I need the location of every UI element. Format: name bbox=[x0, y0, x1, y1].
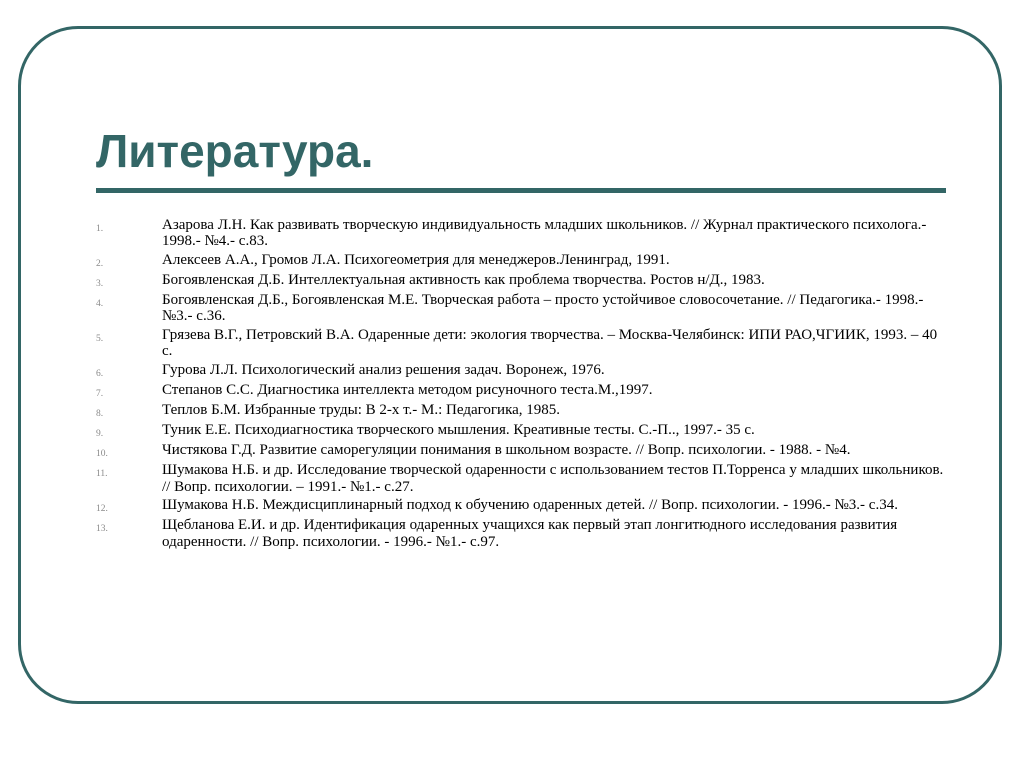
reference-number: 11. bbox=[96, 469, 108, 480]
reference-text: Богоявленская Д.Б., Богоявленская М.Е. Творческая работа – просто устойчивое словосочетание. // Педагогика.- 1998.- №3.- с.36. bbox=[162, 292, 924, 325]
reference-text: Алексеев А.А., Громов Л.А. Психогеометрия для менеджеров.Ленинград, 1991. bbox=[162, 252, 670, 269]
reference-item bbox=[96, 517, 946, 552]
reference-item bbox=[96, 402, 946, 422]
slide-title: Литература. bbox=[96, 125, 374, 177]
reference-number: 13. bbox=[96, 524, 108, 535]
reference-number: 12. bbox=[96, 504, 108, 515]
reference-item bbox=[96, 422, 946, 442]
reference-text: Чистякова Г.Д. Развитие саморегуляции понимания в школьном возрасте. // Вопр. психологии. - 1988. - №4. bbox=[162, 442, 851, 459]
reference-text: Богоявленская Д.Б. Интеллектуальная активность как проблема творчества. Ростов н/Д., 1983. bbox=[162, 272, 765, 289]
reference-item bbox=[96, 272, 946, 292]
reference-number: 9. bbox=[96, 429, 104, 440]
reference-text: Гурова Л.Л. Психологический анализ решения задач. Воронеж, 1976. bbox=[162, 362, 605, 379]
reference-item bbox=[96, 292, 946, 327]
reference-text: Щебланова Е.И. и др. Идентификация одаренных учащихся как первый этап лонгитюдного исследования развития одаренности. // Вопр. психологии. - 1996.- №1.- с.97. bbox=[162, 517, 898, 550]
reference-number: 5. bbox=[96, 334, 104, 345]
title-divider bbox=[96, 188, 946, 193]
reference-number: 1. bbox=[96, 224, 104, 234]
reference-text: Туник Е.Е. Психодиагностика творческого мышления. Креативные тесты. С.-П.., 1997.- 35 с. bbox=[162, 422, 755, 439]
reference-item bbox=[96, 462, 946, 497]
reference-number: 3. bbox=[96, 279, 104, 290]
reference-text: Азарова Л.Н. Как развивать творческую индивидуальность младших школьников. // Журнал практического психолога.- 1998.- №4.- с.83. bbox=[162, 217, 927, 250]
reference-item bbox=[96, 252, 946, 272]
reference-text: Степанов С.С. Диагностика интеллекта методом рисуночного теста.М.,1997. bbox=[162, 382, 653, 399]
reference-item bbox=[96, 382, 946, 402]
reference-item bbox=[96, 327, 946, 362]
reference-number: 7. bbox=[96, 389, 104, 400]
reference-item bbox=[96, 497, 946, 517]
reference-text: Шумакова Н.Б. и др. Исследование творческой одаренности с использованием тестов П.Торренса у младших школьников. // Вопр. психологии. – 1991.- №1.- с.27. bbox=[162, 462, 944, 495]
reference-number: 10. bbox=[96, 449, 108, 460]
reference-number: 8. bbox=[96, 409, 104, 420]
reference-item bbox=[96, 362, 946, 382]
reference-text: Грязева В.Г., Петровский В.А. Одаренные дети: экология творчества. – Москва-Челябинск: ИПИ РАО,ЧГИИК, 1993. – 40 с. bbox=[162, 327, 938, 360]
reference-number: 2. bbox=[96, 259, 104, 270]
reference-number: 6. bbox=[96, 369, 104, 380]
reference-number: 4. bbox=[96, 299, 104, 310]
reference-item bbox=[96, 442, 946, 462]
reference-text: Шумакова Н.Б. Междисциплинарный подход к обучению одаренных детей. // Вопр. психологии. - 1996.- №3.- с.34. bbox=[162, 497, 898, 514]
reference-list bbox=[96, 217, 946, 552]
reference-item bbox=[96, 217, 946, 252]
reference-text: Теплов Б.М. Избранные труды: В 2-х т.- М.: Педагогика, 1985. bbox=[162, 402, 561, 419]
